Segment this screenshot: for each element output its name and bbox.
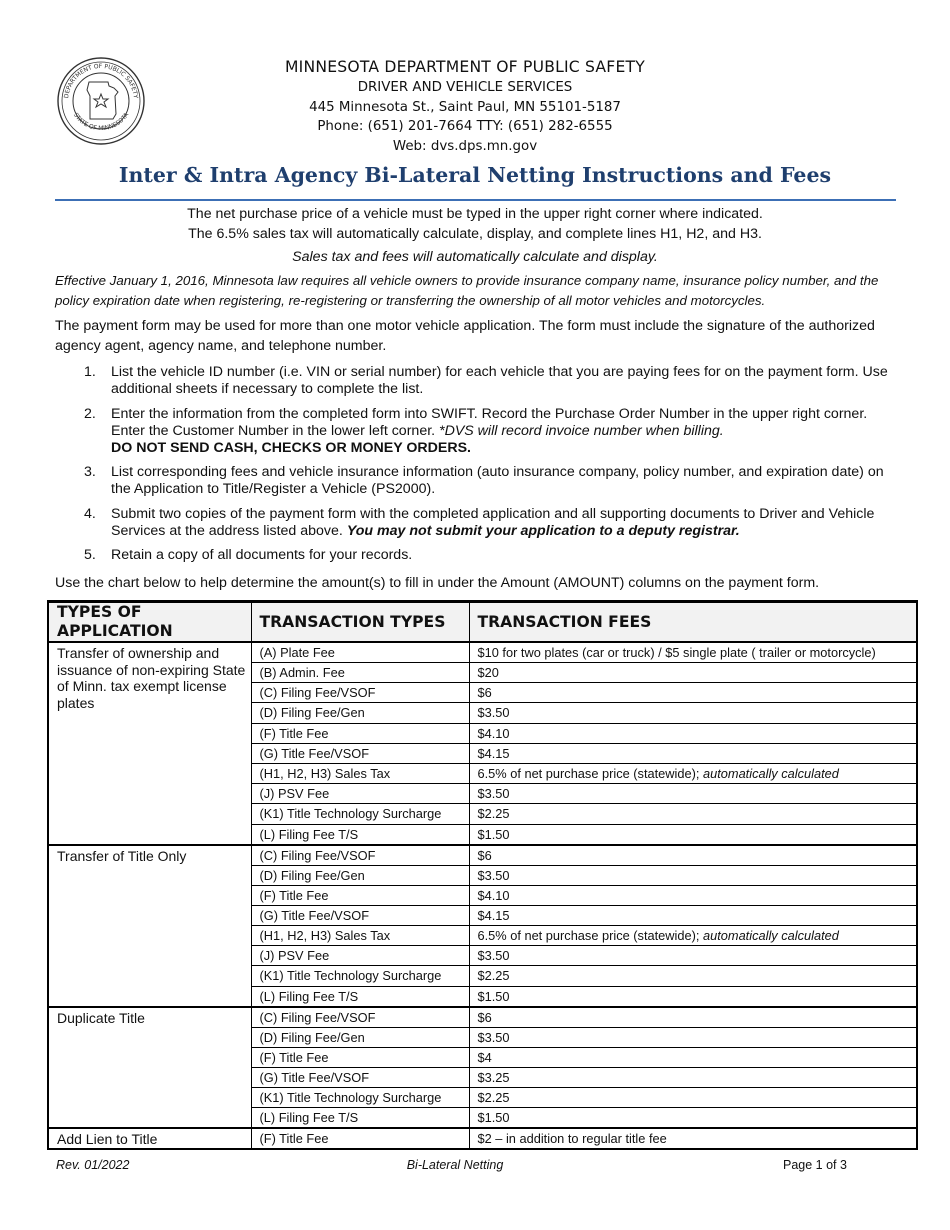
table-row [48, 1007, 917, 1028]
transaction-type-cell: (H1, H2, H3) Sales Tax [251, 763, 469, 783]
transaction-type-cell: (G) Title Fee/VSOF [251, 743, 469, 763]
transaction-type-cell: (C) Filing Fee/VSOF [251, 683, 469, 703]
footer-title: Bi-Lateral Netting [406, 1158, 504, 1172]
transaction-fee-cell: $1.50 [469, 824, 917, 845]
auto-calculated-note: automatically calculated [703, 928, 839, 944]
application-type-cell: Transfer of Title Only [48, 845, 251, 1007]
transaction-type-cell: (L) Filing Fee T/S [251, 824, 469, 845]
transaction-type-cell: (F) Title Fee [251, 885, 469, 905]
transaction-type-cell: (F) Title Fee [251, 1128, 469, 1149]
transaction-type-cell: (H1, H2, H3) Sales Tax [251, 926, 469, 946]
agency-phone: Phone: (651) 201-7664 TTY: (651) 282-6555 [317, 119, 613, 135]
transaction-fee-cell: $2.25 [469, 804, 917, 824]
application-group [48, 1128, 917, 1149]
auto-calculated-note: automatically calculated [703, 765, 839, 781]
transaction-fee-cell: $6 [469, 845, 917, 866]
no-cash-warning: DO NOT SEND CASH, CHECKS OR MONEY ORDERS. [111, 439, 471, 456]
transaction-type-cell: (B) Admin. Fee [251, 663, 469, 683]
transaction-fee-cell: $6 [469, 683, 917, 703]
agency-name: MINNESOTA DEPARTMENT OF PUBLIC SAFETY [285, 58, 645, 76]
transaction-fee-cell: $3.50 [469, 946, 917, 966]
transaction-type-cell: (F) Title Fee [251, 723, 469, 743]
transaction-fee-cell: $3.50 [469, 865, 917, 885]
column-header: TYPES OF APPLICATION [48, 602, 251, 643]
transaction-type-cell: (A) Plate Fee [251, 642, 469, 663]
transaction-type-cell: (D) Filing Fee/Gen [251, 703, 469, 723]
transaction-fee-cell: $2 – in addition to regular title fee [469, 1128, 917, 1149]
agency-web: Web: dvs.dps.mn.gov [392, 138, 538, 154]
transaction-fee-cell: $4.10 [469, 723, 917, 743]
transaction-type-cell: (K1) Title Technology Surcharge [251, 1088, 469, 1108]
transaction-fee-cell: $20 [469, 663, 917, 683]
application-group [48, 642, 917, 845]
application-group [48, 845, 917, 1007]
transaction-type-cell: (G) Title Fee/VSOF [251, 1068, 469, 1088]
transaction-type-cell: (D) Filing Fee/Gen [251, 865, 469, 885]
transaction-type-cell: (C) Filing Fee/VSOF [251, 1007, 469, 1028]
transaction-type-cell: (K1) Title Technology Surcharge [251, 804, 469, 824]
intro-line-2: The 6.5% sales tax will automatically calculate, display, and complete lines H1, H2, and H3. [188, 226, 762, 242]
step-item: 4. Submit two copies of the payment form with the completed application and all supporting documents to Driver and Vehicle Services at the address listed above. You may not submit your application to a deputy registrar. [84, 505, 875, 539]
transaction-type-cell: (G) Title Fee/VSOF [251, 905, 469, 925]
transaction-fee-cell: 6.5% of net purchase price (statewide); automatically calculated [469, 926, 917, 946]
agency-address: 445 Minnesota St., Saint Paul, MN 55101-5187 [309, 99, 621, 115]
deputy-registrar-warning: You may not submit your application to a deputy registrar. [346, 522, 740, 539]
transaction-type-cell: (J) PSV Fee [251, 946, 469, 966]
insurance-notice: Effective January 1, 2016, Minnesota law requires all vehicle owners to provide insurance company name, insurance policy number, and the policy expiration date when registering, re-registering or transferring the ownership of all motor vehicles and motorcycles. [55, 273, 879, 308]
svg-text:DEPARTMENT OF PUBLIC SAFETY: DEPARTMENT OF PUBLIC SAFETY [63, 62, 139, 99]
transaction-fee-cell: $6 [469, 1007, 917, 1028]
transaction-fee-cell: $1.50 [469, 1108, 917, 1129]
step-item: 1. List the vehicle ID number (i.e. VIN or serial number) for each vehicle that you are paying fees for on the payment form. Use additional sheets if necessary to complete the list. [84, 364, 888, 397]
transaction-fee-cell: $3.25 [469, 1068, 917, 1088]
transaction-fee-cell: $4.15 [469, 905, 917, 925]
transaction-fee-cell: $4.15 [469, 743, 917, 763]
transaction-fee-cell: $2.25 [469, 1088, 917, 1108]
transaction-fee-cell: $3.50 [469, 1027, 917, 1047]
transaction-fee-cell: $4 [469, 1047, 917, 1067]
application-type-cell: Add Lien to Title [48, 1128, 251, 1149]
transaction-fee-cell: $4.10 [469, 885, 917, 905]
revision-date: Rev. 01/2022 [56, 1158, 130, 1172]
chart-instruction: Use the chart below to help determine the amount(s) to fill in under the Amount (AMOUNT) columns on the payment form. [55, 575, 820, 591]
page-number: Page 1 of 3 [783, 1158, 847, 1172]
step-item: 3. List corresponding fees and vehicle insurance information (auto insurance company, policy number, and expiration date) on the Application to Title/Register a Vehicle (PS2000). [84, 464, 884, 497]
transaction-type-cell: (K1) Title Technology Surcharge [251, 966, 469, 986]
column-header: TRANSACTION FEES [469, 602, 917, 643]
transaction-type-cell: (L) Filing Fee T/S [251, 1108, 469, 1129]
payment-form-note: The payment form may be used for more than one motor vehicle application. The form must include the signature of the authorized agency agent, agency name, and telephone number. [55, 318, 875, 354]
table-row [48, 845, 917, 866]
application-type-cell: Transfer of ownership and issuance of non-expiring State of Minn. tax exempt license plates [48, 642, 251, 845]
transaction-fee-cell: $1.50 [469, 986, 917, 1007]
fees-table [47, 600, 918, 1150]
transaction-fee-cell: 6.5% of net purchase price (statewide); automatically calculated [469, 763, 917, 783]
intro-line-1: The net purchase price of a vehicle must be typed in the upper right corner where indicated. [187, 206, 763, 222]
transaction-fee-cell: $3.50 [469, 784, 917, 804]
document-title: Inter & Intra Agency Bi-Lateral Netting Instructions and Fees [118, 163, 832, 187]
state-seal-logo [56, 56, 146, 146]
application-group [48, 1007, 917, 1129]
division-name: DRIVER AND VEHICLE SERVICES [357, 80, 573, 95]
transaction-type-cell: (F) Title Fee [251, 1047, 469, 1067]
table-header-row [48, 602, 917, 643]
transaction-fee-cell: $10 for two plates (car or truck) / $5 single plate ( trailer or motorcycle) [469, 642, 917, 663]
column-header: TRANSACTION TYPES [251, 602, 469, 643]
svg-text:STATE OF MINNESOTA: STATE OF MINNESOTA [71, 111, 131, 133]
transaction-type-cell: (D) Filing Fee/Gen [251, 1027, 469, 1047]
table-row [48, 642, 917, 663]
instruction-steps [55, 364, 900, 572]
transaction-type-cell: (C) Filing Fee/VSOF [251, 845, 469, 866]
transaction-fee-cell: $3.50 [469, 703, 917, 723]
intro-line-3: Sales tax and fees will automatically calculate and display. [292, 249, 658, 265]
step-item: 2. Enter the information from the completed form into SWIFT. Record the Purchase Order Number in the upper right corner. Enter the Customer Number in the lower left corner. *DVS will record invoice number when billing. DO NOT SEND CASH, CHECKS OR MONEY ORDERS. [84, 405, 868, 456]
title-divider [55, 199, 896, 201]
table-row [48, 1128, 917, 1149]
agency-header [200, 57, 730, 156]
transaction-fee-cell: $2.25 [469, 966, 917, 986]
application-type-cell: Duplicate Title [48, 1007, 251, 1129]
step-item: 5. Retain a copy of all documents for your records. [84, 547, 413, 563]
transaction-type-cell: (J) PSV Fee [251, 784, 469, 804]
transaction-type-cell: (L) Filing Fee T/S [251, 986, 469, 1007]
